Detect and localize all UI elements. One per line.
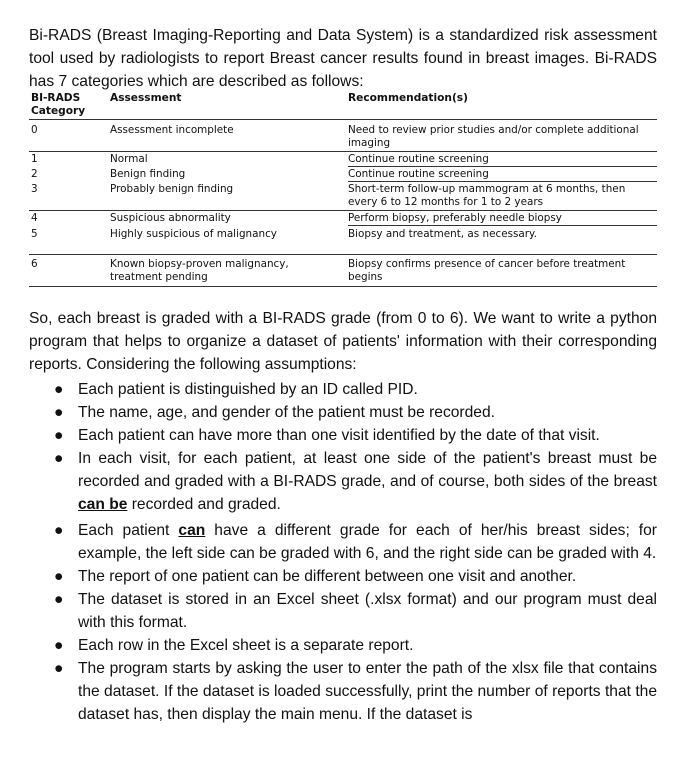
row-2-category: 2 — [31, 168, 38, 180]
intro-paragraph: Bi-RADS (Breast Imaging-Reporting and Data System) is a standardized risk assessment tool used by radiologists to report Breast cancer results found in breast images. Bi-RADS has 7 categories which are described as follows: — [29, 27, 657, 90]
row-5-recommendation: Biopsy and treatment, as necessary. — [348, 228, 538, 240]
list-item-text: have a different grade for each of her/his breast sides; for example, the left side can be graded with 6, and the right side can be graded with 4. — [78, 522, 658, 562]
list-item-text: Each patient can have more than one visit identified by the date of that visit. — [78, 427, 600, 444]
list-item — [29, 447, 657, 516]
row-6-recommendation: Biopsy confirms presence of cancer before treatment — [348, 258, 626, 270]
row-3-recommendation: Short-term follow-up mammogram at 6 months, then — [348, 183, 626, 195]
assumptions-paragraph: So, each breast is graded with a BI-RADS grade (from 0 to 6). We want to write a python program that helps to organize a dataset of patients' information with their corresponding reports. Considering the following assumptions: — [29, 310, 657, 373]
row-0-recommendation-line2: imaging — [348, 137, 391, 149]
bullet-icon: ● — [54, 637, 64, 654]
header-recommendation: Recommendation(s) — [348, 92, 468, 104]
row-3-category: 3 — [31, 183, 38, 195]
list-item — [29, 657, 657, 726]
table-rule — [348, 225, 657, 226]
row-6-assessment-line2: treatment pending — [110, 271, 208, 283]
list-item-text: Each patient is distinguished by an ID called PID. — [78, 381, 418, 398]
table-rule — [348, 181, 657, 182]
row-6-category: 6 — [31, 258, 38, 270]
table-rule — [29, 210, 657, 211]
list-item-text: Each patient — [78, 522, 179, 539]
row-0-assessment: Assessment incomplete — [110, 124, 234, 136]
bullet-icon: ● — [54, 450, 64, 467]
header-category-line2: Category — [31, 105, 86, 117]
row-3-recommendation-line2: every 6 to 12 months for 1 to 2 years — [348, 196, 544, 208]
list-item-text: The dataset is stored in an Excel sheet (.xlsx format) and our program must deal with this format. — [78, 591, 657, 631]
list-item-text: recorded and graded. — [127, 496, 281, 513]
table-rule — [348, 166, 657, 167]
bullet-icon: ● — [54, 568, 64, 585]
bullet-icon: ● — [54, 381, 64, 398]
row-0-recommendation: Need to review prior studies and/or complete additional — [348, 124, 639, 136]
list-item-text: In each visit, for each patient, at least one side of the patient's breast must be recorded and graded with a BI-RADS grade, and of course, both sides of the breast — [78, 450, 657, 490]
row-5-category: 5 — [31, 228, 38, 240]
header-category: BI-RADS — [31, 92, 81, 104]
list-item — [29, 588, 657, 634]
bullet-icon: ● — [54, 522, 64, 539]
list-item — [29, 401, 657, 424]
row-6-recommendation-line2: begins — [348, 271, 383, 283]
list-item — [29, 519, 657, 565]
table-rule — [29, 254, 657, 255]
bullet-icon: ● — [54, 660, 64, 677]
emphasis-text: can be — [78, 496, 128, 513]
list-item-text: Each row in the Excel sheet is a separate report. — [78, 637, 414, 654]
table-rule — [29, 286, 657, 287]
list-item — [29, 378, 657, 401]
row-3-assessment: Probably benign finding — [110, 183, 234, 195]
row-4-category: 4 — [31, 212, 38, 224]
row-2-assessment: Benign finding — [110, 168, 186, 180]
row-1-category: 1 — [31, 153, 38, 165]
emphasis-text: can — [178, 522, 206, 539]
list-item-text: The program starts by asking the user to enter the path of the xlsx file that contains the dataset. If the dataset is loaded successfully, print the number of reports that the dataset has, then display the main menu. If the dataset is — [78, 660, 657, 723]
row-4-recommendation: Perform biopsy, preferably needle biopsy — [348, 212, 562, 224]
list-item — [29, 565, 657, 588]
bullet-icon: ● — [54, 404, 64, 421]
row-6-assessment: Known biopsy-proven malignancy, — [110, 258, 289, 270]
list-item-text: The report of one patient can be different between one visit and another. — [78, 568, 577, 585]
list-item — [29, 634, 657, 657]
bullet-icon: ● — [54, 427, 64, 444]
row-4-assessment: Suspicious abnormality — [110, 212, 231, 224]
bullet-icon: ● — [54, 591, 64, 608]
row-5-assessment: Highly suspicious of malignancy — [110, 228, 277, 240]
row-2-recommendation: Continue routine screening — [348, 168, 489, 180]
assumptions-list — [29, 378, 657, 726]
row-1-assessment: Normal — [110, 153, 148, 165]
list-item — [29, 424, 657, 447]
list-item-text: The name, age, and gender of the patient must be recorded. — [78, 404, 495, 421]
header-assessment: Assessment — [110, 92, 182, 104]
row-0-category: 0 — [31, 124, 38, 136]
table-rule — [29, 151, 657, 152]
table-rule — [29, 119, 657, 120]
row-1-recommendation: Continue routine screening — [348, 153, 489, 165]
